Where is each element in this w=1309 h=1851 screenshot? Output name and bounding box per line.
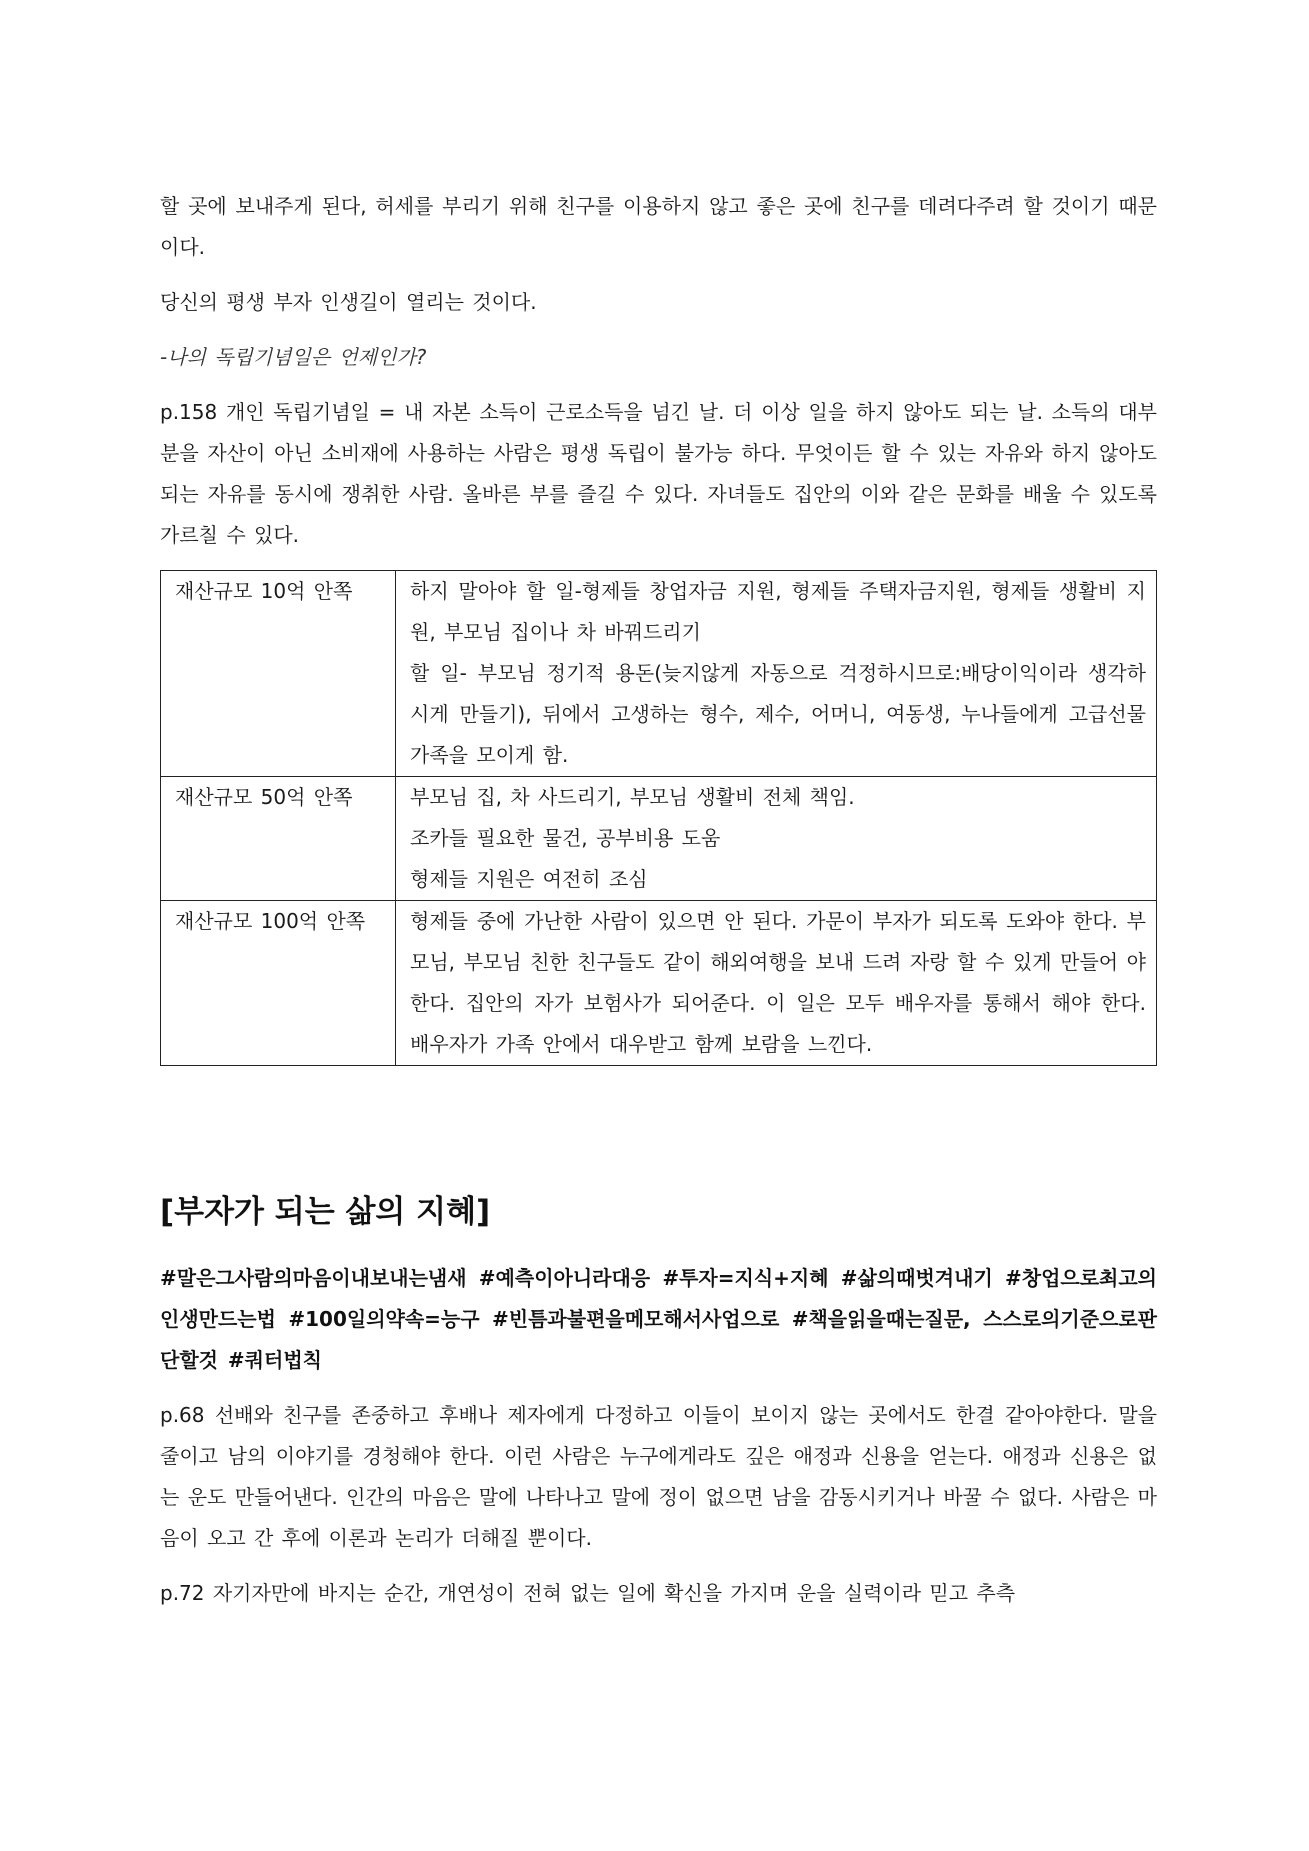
paragraph-rich-life-path: 당신의 평생 부자 인생길이 열리는 것이다. bbox=[160, 290, 537, 314]
wealth-guidance-cell bbox=[396, 777, 1157, 901]
wealth-size-cell: 재산규모 10억 안쪽 bbox=[161, 571, 396, 777]
paragraph-p158: p.158 개인 독립기념일 = 내 자본 소득이 근로소득을 넘긴 날. 더 이상 일을 하지 않아도 되는 날. 소득의 대부분을 자산이 아닌 소비재에 사용하는 사람은 평생 독립이 불가능 하다. 무엇이든 할 수 있는 자유와 하지 않아도 되는 자유를 동시에 쟁취한 사람. 올바른 부를 즐길 수 있다. 자녀들도 집안의 이와 같은 문화를 배울 수 있도록 가르칠 수 있다. bbox=[160, 400, 1157, 547]
guidance-line: 형제들 중에 가난한 사람이 있으면 안 된다. 가문이 부자가 되도록 도와야 한다. 부모님, 부모님 친한 친구들도 같이 해외여행을 보내 드려 자랑 할 수 있게 만들어 야한다. 집안의 자가 보험사가 되어준다. 이 일은 모두 배우자를 통해서 해야 한다. 배우자가 가족 안에서 대우받고 함께 보람을 느낀다. bbox=[410, 909, 1146, 1056]
guidance-line: 형제들 지원은 여전히 조심 bbox=[410, 867, 648, 891]
table-row bbox=[161, 777, 1157, 901]
wealth-scale-table bbox=[160, 570, 1157, 1066]
table-row bbox=[161, 571, 1157, 777]
wealth-size-cell: 재산규모 100억 안쪽 bbox=[161, 901, 396, 1066]
guidance-line: 할 일- 부모님 정기적 용돈(늦지않게 자동으로 걱정하시므로:배당이익이라 생각하시게 만들기), 뒤에서 고생하는 형수, 제수, 어머니, 여동생, 누나들에게 고급선물 가족을 모이게 함. bbox=[410, 661, 1146, 767]
wealth-guidance-cell bbox=[396, 901, 1157, 1066]
wealth-size-cell: 재산규모 50억 안쪽 bbox=[161, 777, 396, 901]
subheading-independence-day: -나의 독립기념일은 언제인가? bbox=[160, 345, 427, 369]
guidance-line: 조카들 필요한 물건, 공부비용 도움 bbox=[410, 826, 721, 850]
table-row bbox=[161, 901, 1157, 1066]
section-title: [부자가 되는 삶의 지혜] bbox=[160, 1194, 491, 1230]
wealth-guidance-cell bbox=[396, 571, 1157, 777]
paragraph-p68: p.68 선배와 친구를 존중하고 후배나 제자에게 다정하고 이들이 보이지 않는 곳에서도 한결 같아야한다. 말을 줄이고 남의 이야기를 경청해야 한다. 이런 사람은 누구에게라도 깊은 애정과 신용을 얻는다. 애정과 신용은 없는 운도 만들어낸다. 인간의 마음은 말에 나타나고 말에 정이 없으면 남을 감동시키거나 바꿀 수 없다. 사람은 마음이 오고 간 후에 이론과 논리가 더해질 뿐이다. bbox=[160, 1403, 1157, 1550]
paragraph-p72: p.72 자기자만에 바지는 순간, 개연성이 전혀 없는 일에 확신을 가지며 운을 실력이라 믿고 추측 bbox=[160, 1581, 1016, 1605]
guidance-line: 하지 말아야 할 일-형제들 창업자금 지원, 형제들 주택자금지원, 형제들 생활비 지원, 부모님 집이나 차 바꿔드리기 bbox=[410, 579, 1146, 644]
guidance-line: 부모님 집, 차 사드리기, 부모님 생활비 전체 책임. bbox=[410, 785, 855, 809]
paragraph-friend-outing: 할 곳에 보내주게 된다, 허세를 부리기 위해 친구를 이용하지 않고 좋은 곳에 친구를 데려다주려 할 것이기 때문이다. bbox=[160, 194, 1157, 259]
document-page bbox=[160, 186, 1157, 1614]
hashtag-list: #말은그사람의마음이내보내는냄새 #예측이아니라대응 #투자=지식+지혜 #삶의때벗겨내기 #창업으로최고의인생만드는법 #100일의약속=능구 #빈틈과불편을메모해서사업으로 #책을읽을때는질문, 스스로의기준으로판단할것 #쿼터법칙 bbox=[160, 1266, 1157, 1372]
